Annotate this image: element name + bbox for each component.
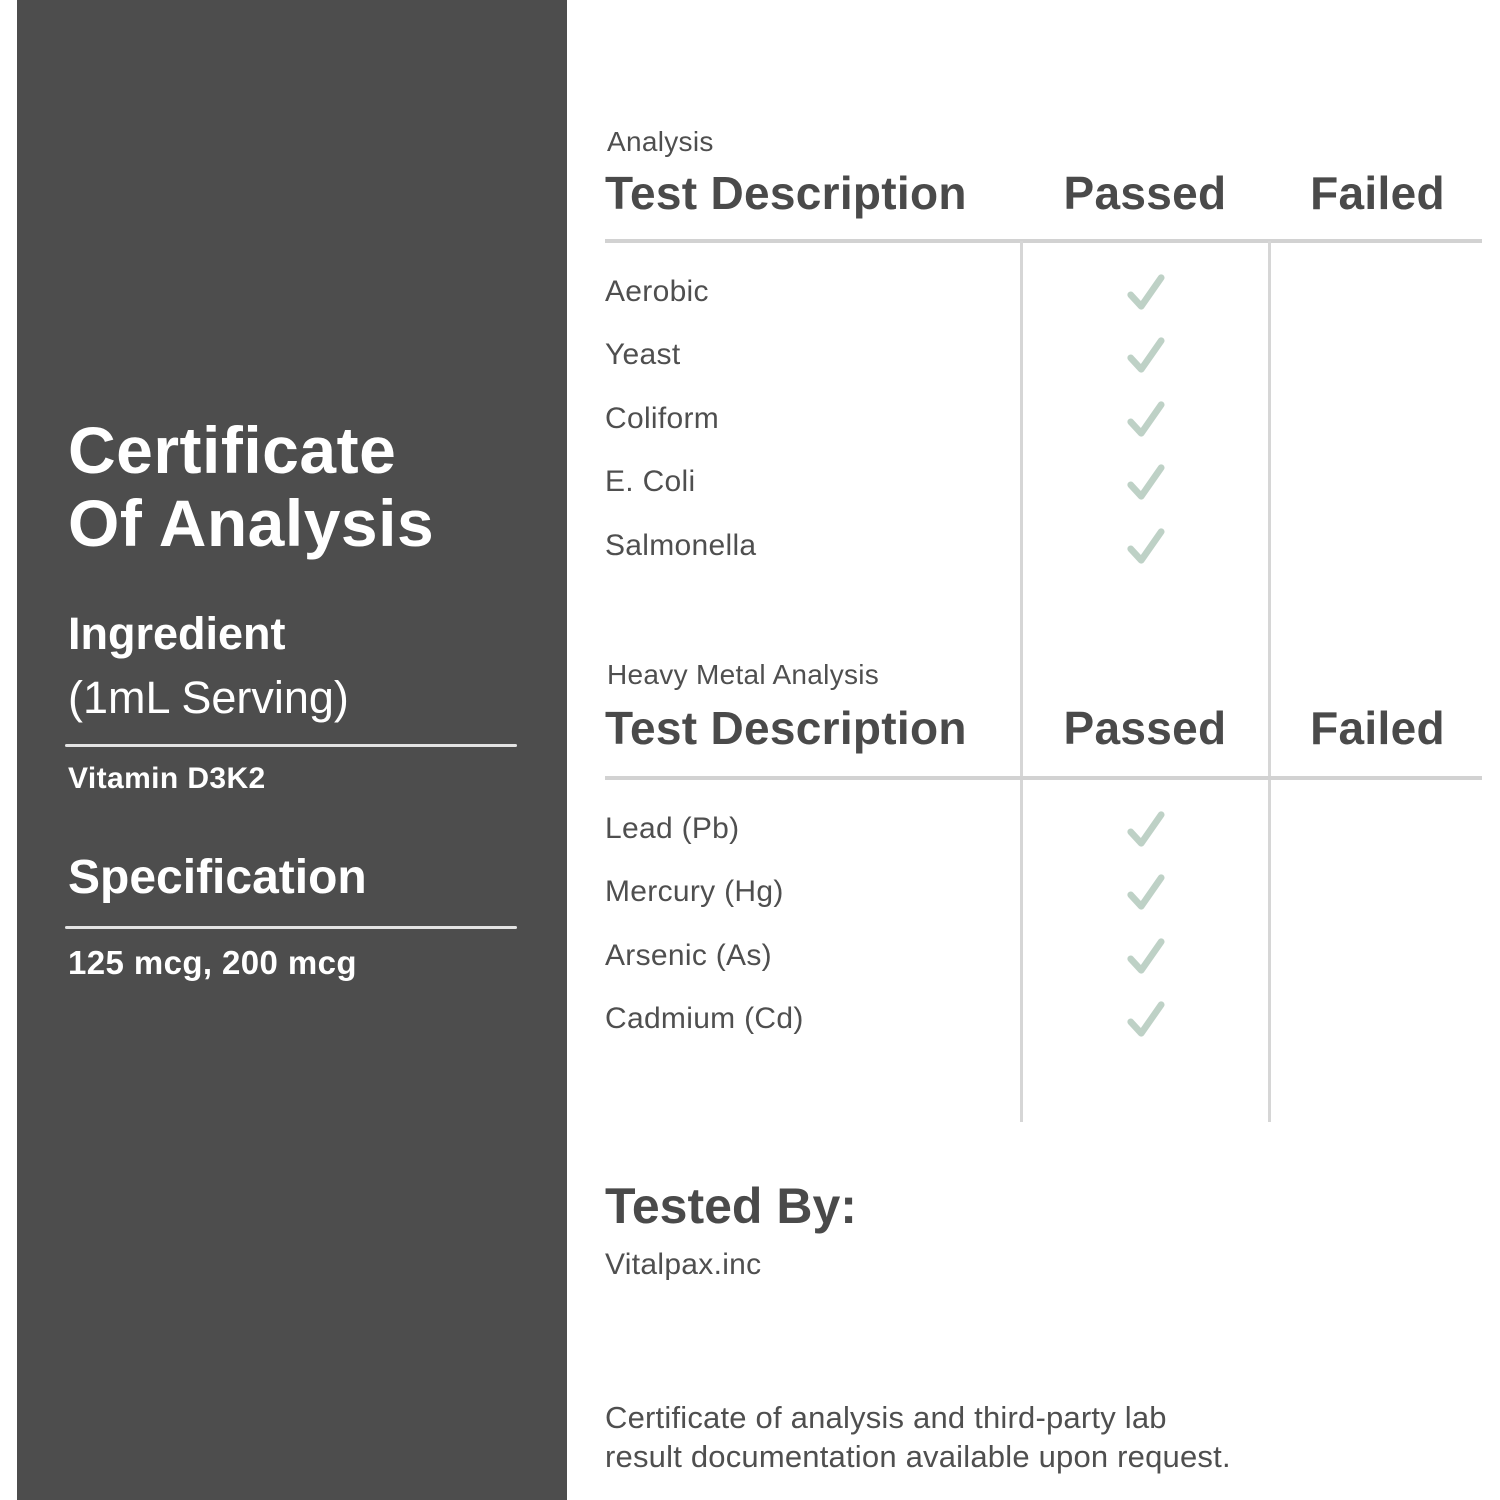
analysis-header-rule — [605, 239, 1482, 243]
passed-cell — [1020, 526, 1270, 566]
check-icon — [1122, 399, 1168, 439]
check-icon — [1122, 462, 1168, 502]
table-row — [605, 514, 1485, 578]
test-label: Cadmium (Cd) — [605, 1002, 804, 1036]
heavy-metal-col-failed: Failed — [1310, 702, 1445, 754]
check-icon — [1122, 335, 1168, 375]
test-label: Yeast — [605, 338, 681, 372]
passed-cell — [1020, 399, 1270, 439]
passed-cell — [1020, 809, 1270, 849]
table-row — [605, 260, 1485, 324]
passed-cell — [1020, 272, 1270, 312]
tested-by-heading: Tested By: — [605, 1178, 857, 1234]
table-row — [605, 451, 1485, 515]
footer-note-line2: result documentation available upon request. — [605, 1439, 1231, 1474]
table-row — [605, 324, 1485, 388]
test-label: Salmonella — [605, 528, 757, 562]
page-title-line1: Certificate — [68, 413, 397, 487]
ingredient-divider — [65, 744, 517, 747]
check-icon — [1122, 872, 1168, 912]
heavy-metal-header-rule — [605, 776, 1482, 780]
analysis-col-test-description: Test Description — [605, 167, 967, 219]
check-icon — [1122, 526, 1168, 566]
check-icon — [1122, 272, 1168, 312]
footer-note-line1: Certificate of analysis and third-party lab — [605, 1400, 1167, 1435]
test-label: Mercury (Hg) — [605, 875, 784, 909]
test-label: Arsenic (As) — [605, 938, 772, 972]
specification-divider — [65, 926, 517, 929]
page-title-line2: Of Analysis — [68, 486, 435, 560]
table-row — [605, 797, 1485, 861]
test-label: E. Coli — [605, 465, 696, 499]
sidebar-panel — [17, 0, 567, 1500]
table-row — [605, 387, 1485, 451]
table-row — [605, 988, 1485, 1052]
check-icon — [1122, 999, 1168, 1039]
heavy-metal-section-label: Heavy Metal Analysis — [607, 659, 880, 690]
check-icon — [1122, 936, 1168, 976]
ingredient-serving-subheading: (1mL Serving) — [68, 672, 349, 723]
specification-heading: Specification — [68, 851, 367, 904]
passed-cell — [1020, 335, 1270, 375]
passed-cell — [1020, 462, 1270, 502]
table-row — [605, 924, 1485, 988]
footer-note — [605, 1398, 1500, 1476]
page-title — [68, 414, 434, 560]
table-row — [605, 861, 1485, 925]
tested-by-value: Vitalpax.inc — [605, 1248, 762, 1281]
specification-value: 125 mcg, 200 mcg — [68, 944, 357, 981]
analysis-col-failed: Failed — [1310, 167, 1445, 219]
passed-cell — [1020, 936, 1270, 976]
passed-cell — [1020, 999, 1270, 1039]
test-label: Lead (Pb) — [605, 811, 740, 845]
heavy-metal-table-header — [605, 701, 1485, 755]
test-label: Aerobic — [605, 274, 709, 308]
passed-cell — [1020, 872, 1270, 912]
ingredient-heading: Ingredient — [68, 608, 286, 659]
heavy-metal-col-test-description: Test Description — [605, 702, 967, 754]
analysis-table-rows — [605, 260, 1485, 578]
ingredient-value: Vitamin D3K2 — [68, 762, 266, 795]
analysis-table-header — [605, 166, 1485, 220]
analysis-section-label: Analysis — [607, 126, 714, 157]
analysis-col-passed: Passed — [1063, 167, 1227, 219]
heavy-metal-table-rows — [605, 797, 1485, 1051]
heavy-metal-col-passed: Passed — [1063, 702, 1227, 754]
test-label: Coliform — [605, 401, 720, 435]
check-icon — [1122, 809, 1168, 849]
